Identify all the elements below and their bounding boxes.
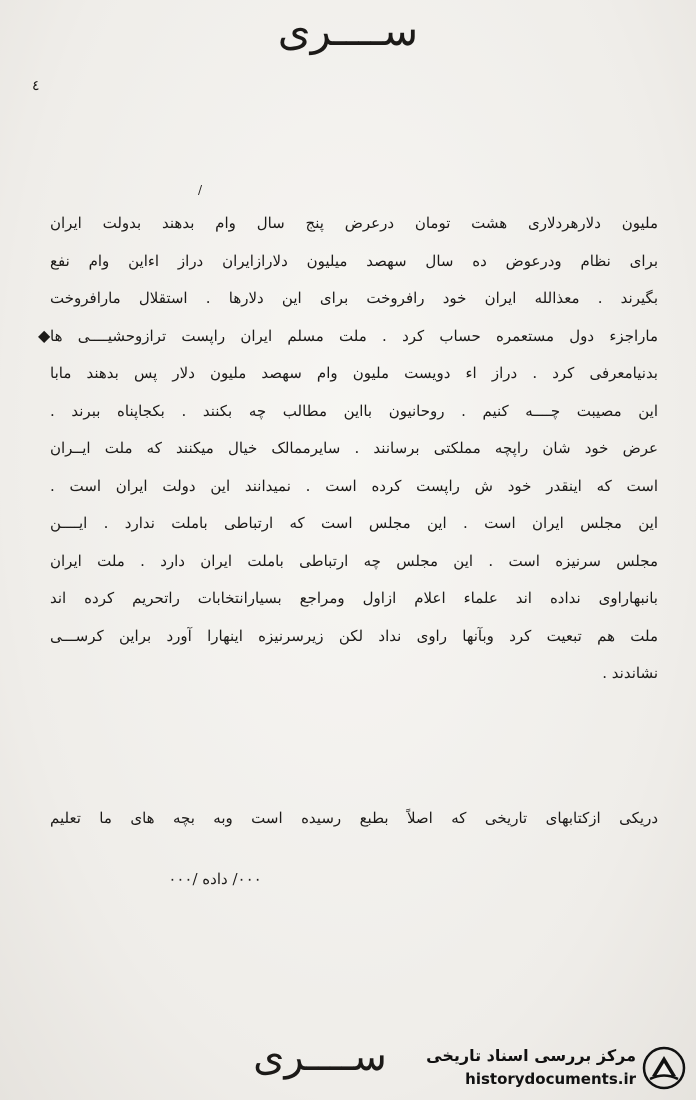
body-line: ماراجزء دول مستعمره حساب کرد . ملت مسلم ایران راپست ترازوحشیــــی ها <box>50 326 658 345</box>
stray-mark: ◆ <box>38 326 51 345</box>
body-line: مجلس سرنیزه است . این مجلس چه ارتباطی باملت ایران دارد . ملت ایران <box>50 551 658 570</box>
footer-classification-mark: ســــری <box>253 1034 387 1080</box>
body-line: نشاندند . <box>602 664 658 682</box>
closing-line: دریکی ازکتابهای تاریخی که اصلاً بطبع رسیده است وبه بچه های ما تعلیم <box>50 809 658 827</box>
document-body <box>50 205 658 693</box>
body-line: برای نظام ودرعوض ده سال سهصد میلیون دلارازایران دراز اءاین وام نفع <box>50 251 658 270</box>
watermark-title: مرکز بررسی اسناد تاریخی <box>426 1046 636 1065</box>
body-line: این مجلس ایران است . این مجلس است که ارتباطی باملت ندارد . ایــــن <box>50 514 658 532</box>
body-line: این مصیبت چــــه کنیم . روحانیون بااین مطالب چه بکنند . بکجاپناه ببرند . <box>50 401 658 420</box>
body-line: عرض خود شان راپچه مملکتی برسانند . سایرممالک خیال میکنند که ملت ایــران <box>50 439 658 457</box>
stray-mark: / <box>198 183 203 197</box>
body-line: بانبهاراوی نداده اند علماء اعلام ازاول ومراجع بسیارانتخابات راتحریم کرده اند <box>50 589 658 607</box>
date-line: ۰۰۰/ داده /۰۰۰ <box>168 870 262 888</box>
body-line: ملیون دلارهردلاری هشت تومان درعرض پنج سال وام بدهند بدولت ایران <box>50 214 658 232</box>
watermark-url: historydocuments.ir <box>465 1070 636 1088</box>
archive-document-icon <box>642 1046 686 1090</box>
header-classification-mark: ســــری <box>277 6 419 55</box>
stray-mark: ٤ <box>32 78 40 94</box>
watermark <box>420 1044 690 1094</box>
body-line: است که اینقدر خود ش راپست کرده است . نمیدانند این دولت ایران است . <box>50 476 658 495</box>
body-line: بدنیامعرفی کرد . دراز اء دویست ملیون وام سهصد ملیون دلار پس بدهند مابا <box>50 364 658 382</box>
body-line: بگیرند . معذالله ایران خود رافروخت برای این دلارها . استقلال مارافروخت <box>50 289 658 307</box>
body-line: ملت هم تبعیت کرد وبآنها راوی نداد لکن زیرسرنیزه اینهارا آورد براین کرســـی <box>50 626 658 645</box>
